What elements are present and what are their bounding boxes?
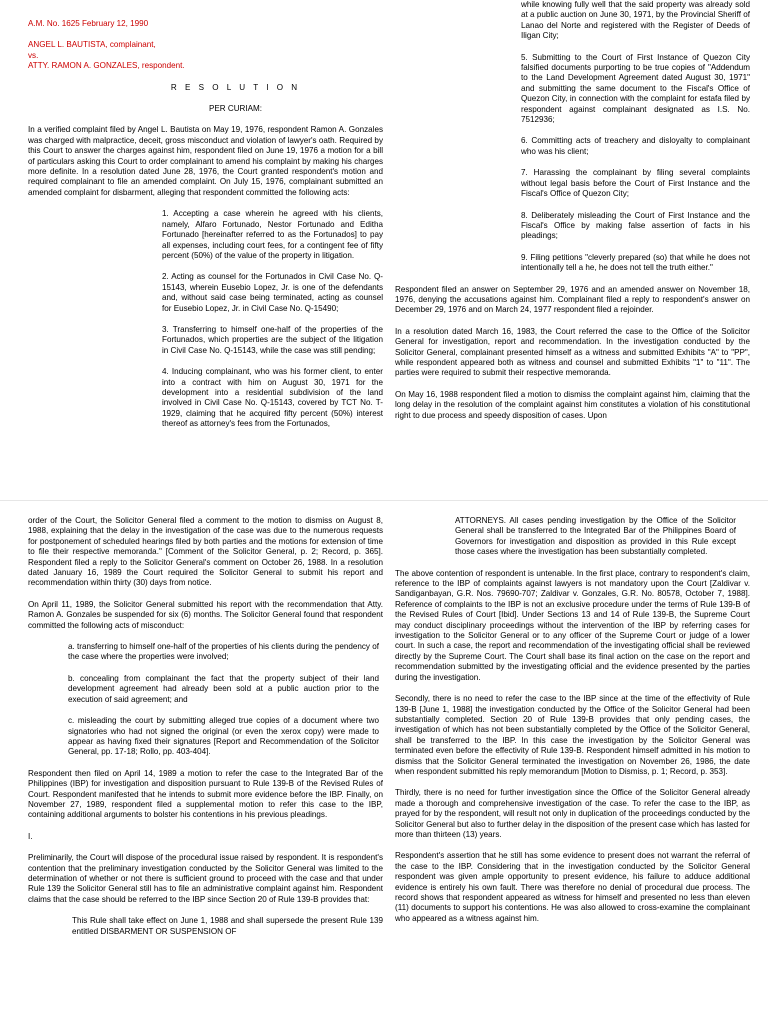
- paragraph: On May 16, 1988 respondent filed a motion to dismiss the complaint against him, claiming that the long delay in the resolution of the complaint against him constitutes a violation of his constitutional right to due process and speedy disposition of cases. Upon: [395, 389, 750, 420]
- paragraph: In a resolution dated March 16, 1983, the Court referred the case to the Office of the Solicitor General for investigation, report and recommendation. In the investigation conducted by the Solicitor General, complainant presented himself as a witness and submitted Exhibits "A" to "PP", while respondent appeared both as witness and counsel and submitted Exhibits "1" to "11". The parties were required to submit their respective memoranda.: [395, 326, 750, 378]
- page1-right-column: [395, 0, 750, 486]
- paragraph: Respondent then filed on April 14, 1989 a motion to refer the case to the Integrated Bar of the Philippines (IBP) for investigation and disposition pursuant to Rule 139-B of the Revised Rules of Court. Respondent manifested that he intends to submit more evidence before the IBP. Finally, on November 27, 1989, respondent filed a supplemental motion to refer this case to the IBP, containing additional arguments to bolster his contentions in his previous pleadings.: [28, 768, 383, 820]
- charge-item-1: 1. Accepting a case wherein he agreed with his clients, namely, Alfaro Fortunado, Nestor Fortunado and Editha Fortunado [hereinafter referred to as the Fortunados] to pay all expenses, including court fees, for a contingent fee of fifty percent (50%) of the value of the property in litigation.: [162, 209, 383, 260]
- charge-item-8: 8. Deliberately misleading the Court of First Instance and the Fiscal's Office by making false assertion of facts in his pleadings;: [521, 210, 750, 241]
- respondent-line: ATTY. RAMON A. GONZALES, respondent.: [28, 61, 185, 71]
- paragraph: order of the Court, the Solicitor General filed a comment to the motion to dismiss on August 8, 1988, explaining that the delay in the investigation of the case was due to the numerous requests for postponement of scheduled hearings filed by both parties and the motions for extension of time to file their respective memoranda." [Comment of the Solicitor General, p. 2; Record, p. 365]. Respondent filed a reply to the Solicitor General's comment on October 26, 1988. In a resolution dated January 16, 1989 the Court required the Solicitor General to submit his report and recommendation within thirty (30) days from notice.: [28, 516, 383, 588]
- charge-item-2: 2. Acting as counsel for the Fortunados in Civil Case No. Q-15143, wherein Eusebio Lopez, Jr. is one of the defendants and, without said case being terminated, acting as counsel for Eusebio Lopez, Jr. in Civil Case No. Q-15490;: [162, 272, 383, 313]
- quoted-rule-continued: ATTORNEYS. All cases pending investigation by the Office of the Solicitor General shall be transferred to the Integrated Bar of the Philippines Board of Governors for investigation and disposition as provided in this Rule except those cases where the investigation has been substantially completed.: [455, 516, 736, 557]
- charge-item-6: 6. Committing acts of treachery and disloyalty to complainant who was his client;: [521, 136, 750, 156]
- section-heading: I.: [28, 831, 33, 841]
- page-separator: [0, 500, 768, 501]
- paragraph: In a verified complaint filed by Angel L. Bautista on May 19, 1976, respondent Ramon A. Gonzales was charged with malpractice, deceit, gross misconduct and violation of lawyer's oath. Required by this Court to answer the charges against him, respondent filed on June 19, 1976 a motion for a bill of particulars asking this Court to order complainant to amend his complaint by making his charges more definite. In a resolution dated June 28, 1976, the Court granted respondent's motion and required complainant to file an amended complaint. On July 15, 1976, complainant submitted an amended complaint for disbarment, alleging that respondent committed the following acts:: [28, 125, 383, 197]
- paragraph: On April 11, 1989, the Solicitor General submitted his report with the recommendation that Atty. Ramon A. Gonzales be suspended for six (6) months. The Solicitor General found that respondent committed the following acts of misconduct:: [28, 599, 383, 630]
- page1-left-column: [28, 0, 383, 486]
- misconduct-item-c: c. misleading the court by submitting alleged true copies of a document where two signatories who had not signed the original (or even the xerox copy) were made to appear as having fixed their signatures [Report and Recommendation of the Solicitor General, pp. 17-18; Rollo, pp. 403-404].: [68, 716, 379, 757]
- per-curiam-heading: PER CURIAM:: [208, 104, 263, 114]
- paragraph: Secondly, there is no need to refer the case to the IBP since at the time of the effectivity of Rule 139-B [June 1, 1988] the investigation conducted by the Office of the Solicitor General had been substantially completed. Section 20 of Rule 139-B provides that only pending cases, the investigation of which has not been substantially completed by the Office of the Solicitor General, shall be transferred to the IBP. In this case the investigation by the Solicitor General was terminated even before the effectivity of Rule 139-B. Respondent himself admitted in his motion to dismiss that the Solicitor General terminated the investigation on November 26, 1986, the date when respondent submitted his reply memorandum [Motion to Dismiss, p. 1; Record, p. 353].: [395, 694, 750, 776]
- case-number: A.M. No. 1625 February 12, 1990: [28, 19, 149, 28]
- charge-item-5: 5. Submitting to the Court of First Instance of Quezon City falsified documents purporting to be true copies of "Addendum to the Land Development Agreement dated August 30, 1971" and submitting the same document to the Fiscal's Office of Quezon City, in connection with the complaint for estafa filed by respondent against complainant designated as I.S. No. 7512936;: [521, 52, 750, 125]
- document-page-2: [18, 516, 750, 1002]
- paragraph: Preliminarily, the Court will dispose of the procedural issue raised by respondent. It is respondent's contention that the preliminary investigation conducted by the Solicitor General was limited to the determination of whether or not there is sufficient ground to proceed with the case and that under Rule 139 the Solicitor General still has to file an administrative complaint against him. Respondent claims that the case should be referred to the IBP since Section 20 of Rule 139-B provides that:: [28, 853, 383, 904]
- document-page-1: [18, 0, 750, 486]
- resolution-title: R E S O L U T I O N: [170, 82, 301, 92]
- paragraph: Thirdly, there is no need for further investigation since the Office of the Solicitor General already made a thorough and comprehensive investigation of the case. To refer the case to the IBP, as prayed for by the respondent, will result not only in duplication of the proceedings conducted by the Solicitor General but also to further delay in the disposition of the present case which has lasted for more than thirteen (13) years.: [395, 788, 750, 839]
- quoted-rule: This Rule shall take effect on June 1, 1988 and shall supersede the present Rule 139 entitled DISBARMENT OR SUSPENSION OF: [72, 916, 383, 936]
- charge-item-9: 9. Filing petitions "cleverly prepared (so) that while he does not intentionally tell a he, he does not tell the truth either.": [521, 252, 750, 273]
- top-spacer: [28, 0, 383, 19]
- page2-right-column: [395, 516, 750, 1002]
- misconduct-item-b: b. concealing from complainant the fact that the property subject of their land development agreement had already been sold at a public auction prior to the execution of said agreement; and: [68, 673, 379, 704]
- paragraph: Respondent's assertion that he still has some evidence to present does not warrant the referral of the case to the IBP. Considering that in the investigation conducted by the Solicitor General respondent was given ample opportunity to present evidence, his failure to adduce additional evidence is entirely his own fault. There was therefore no denial of procedural due process. The record shows that respondent appeared as witness for himself and presented no less than eleven (11) documents to support his contentions. He was also allowed to cross-examine the complainant who appeared as a witness against him.: [395, 851, 750, 923]
- charge-item-4: 4. Inducing complainant, who was his former client, to enter into a contract with him on August 30, 1971 for the development into a residential subdivision of the land involved in Civil Case No. Q-15143, covered by TCT No. T-1929, claiming that he acquired fifty percent (50%) interest thereof as attorney's fees from the Fortunados,: [162, 367, 383, 429]
- page2-left-column: [28, 516, 383, 1002]
- complainant-line: ANGEL L. BAUTISTA, complainant,: [28, 40, 156, 50]
- charge-item-3: 3. Transferring to himself one-half of the properties of the Fortunados, which properties are the subject of the litigation in Civil Case No. Q-15143, while the case was still pending;: [162, 324, 383, 355]
- paragraph: The above contention of respondent is untenable. In the first place, contrary to respondent's claim, reference to the IBP of complaints against lawyers is not mandatory upon the Court [Zaldivar v. Sandiganbayan, G.R. Nos. 79690-707; Zaldivar v. Gonzales, G.R. No. 80578, October 7, 1988]. Reference of complaints to the IBP is not an exclusive procedure under the terms of Rule 139-B of the Revised Rules of Court [Ibid]. Under Sections 13 and 14 of Rule 139-B, the Supreme Court may conduct disciplinary proceedings without the intervention of the IBP by referring cases for investigation to the Solicitor General or to any officer of the Supreme Court or judge of a lower court. In such a case, the report and recommendation of the investigating official shall be reviewed directly by the Supreme Court. The Court shall base its final action on the case on the report and recommendation submitted by the investigating official and the evidence presented by the parties during the investigation.: [395, 568, 750, 682]
- paragraph: Respondent filed an answer on September 29, 1976 and an amended answer on November 18, 1976, denying the accusations against him. Complainant filed a reply to respondent's answer on December 29, 1976 and on March 24, 1977 respondent filed a rejoinder.: [395, 284, 750, 315]
- charge-item-7: 7. Harassing the complainant by filing several complaints without legal basis before the Court of First Instance and the Fiscal's Office of Quezon City;: [521, 168, 750, 199]
- misconduct-item-a: a. transferring to himself one-half of the properties of his clients during the pendency of the case where the properties were involved;: [68, 642, 379, 662]
- vs-line: vs.: [28, 50, 39, 60]
- charge-item-4-continued: while knowing fully well that the said property was already sold at a public auction on June 30, 1971, by the Provincial Sheriff of Lanao del Norte and registered with the Register of Deeds of Iligan City;: [521, 0, 750, 41]
